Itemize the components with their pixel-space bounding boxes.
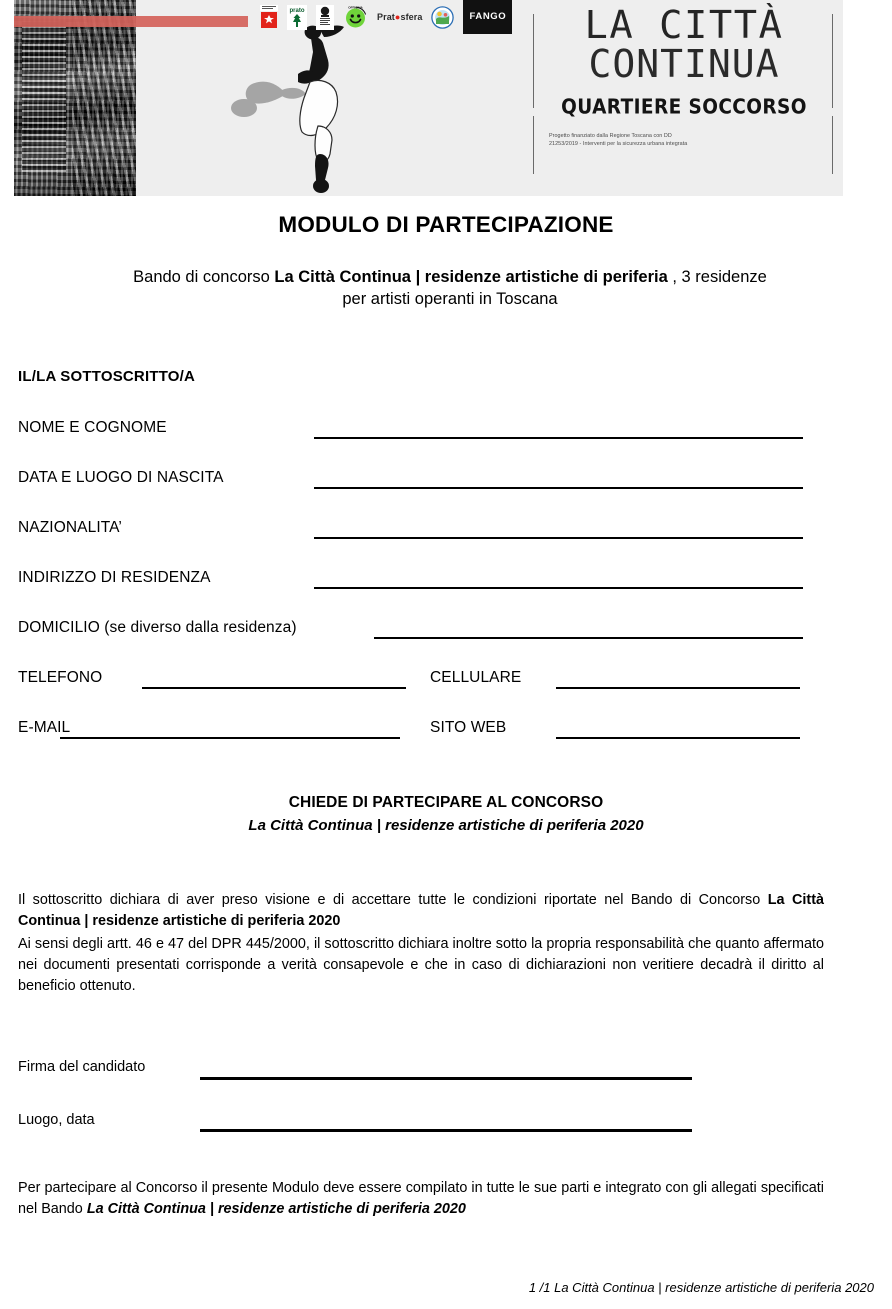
svg-text:OFFICINA: OFFICINA: [348, 4, 363, 9]
input-email[interactable]: [60, 737, 400, 739]
subtitle-prefix: Bando di concorso: [133, 268, 275, 286]
subtitle-bold: La Città Continua | residenze artistiche di periferia: [274, 268, 668, 286]
subtitle-suffix: , 3 residenze per artisti operanti in Toscana: [342, 268, 767, 309]
divider-left-bottom: [533, 116, 534, 174]
banner-fine-print-line-2: 21253/2019 - Interventi per la sicurezza urbana integrata: [549, 141, 688, 148]
banner-subtitle: QUARTIERE SOCCORSO: [561, 95, 807, 120]
closing-plain: Per partecipare al Concorso il presente Modulo deve essere compilato in tutte le sue parti e integrato con gli allegati specificati nel Bando: [18, 1180, 824, 1218]
label-email: E-MAIL: [18, 719, 71, 736]
input-domicilio[interactable]: [374, 637, 803, 639]
document-subtitle: [120, 266, 780, 311]
input-nazionalita[interactable]: [314, 537, 803, 539]
input-cellulare[interactable]: [556, 687, 800, 689]
banner-title-block: [533, 3, 833, 149]
dancer-silhouette-icon: [194, 22, 384, 196]
label-nome-e-cognome: NOME E COGNOME: [18, 419, 167, 436]
banner-fine-print: [549, 132, 819, 149]
page-footer: 1 /1 La Città Continua | residenze artistiche di periferia 2020: [528, 1280, 874, 1295]
associazione-logo: [431, 4, 454, 30]
input-indirizzo-di-residenza[interactable]: [314, 587, 803, 589]
input-data-e-luogo-di-nascita[interactable]: [314, 487, 803, 489]
section-label-sottoscritto: IL/LA SOTTOSCRITTO/A: [18, 368, 196, 385]
regione-toscana-logo: [260, 4, 278, 30]
pratosfera-logo: Prat ● sfera: [377, 12, 423, 22]
input-nome-e-cognome[interactable]: [314, 437, 803, 439]
svg-text:prato: prato: [289, 7, 305, 14]
page-title: MODULO DI PARTECIPAZIONE: [278, 212, 614, 237]
input-sito-web[interactable]: [556, 737, 800, 739]
label-data-e-luogo-di-nascita: DATA E LUOGO DI NASCITA: [18, 469, 224, 486]
fango-logo: FANGO: [463, 0, 512, 34]
closing-bold-italic: La Città Continua | residenze artistiche di periferia 2020: [86, 1201, 466, 1218]
label-nazionalita: NAZIONALITA’: [18, 519, 122, 536]
label-indirizzo-di-residenza: INDIRIZZO DI RESIDENZA: [18, 569, 211, 586]
partner-logos-strip: [260, 2, 512, 32]
red-accent-bar: [14, 16, 248, 27]
input-luogo-data[interactable]: [200, 1129, 692, 1132]
declaration-paragraph-1: [18, 890, 824, 932]
banner-fine-print-line-1: Progetto finanziato dalla Regione Toscana con DD: [549, 132, 672, 139]
banner-title-line-2: CONTINUA: [588, 41, 780, 86]
input-telefono[interactable]: [142, 687, 406, 689]
label-luogo-data: Luogo, data: [18, 1112, 95, 1128]
label-telefono: TELEFONO: [18, 669, 103, 686]
label-cellulare: CELLULARE: [430, 669, 522, 686]
comune-di-prato-logo: [287, 4, 307, 30]
label-sito-web: SITO WEB: [430, 719, 507, 736]
banner-building-photo: [14, 0, 136, 196]
label-domicilio: DOMICILIO (se diverso dalla residenza): [18, 619, 297, 636]
divider-left-top: [533, 14, 534, 108]
declaration-paragraph-2: Ai sensi degli artt. 46 e 47 del DPR 445/2000, il sottoscritto dichiara inoltre sotto la propria responsabilità che quanto affermato nei documenti presentati corrisponde a verità consapevole e che in caso di dichiarazioni non veritiere decadrà il diritto al beneficio ottenuto.: [18, 936, 824, 995]
declaration-plain-1: Il sottoscritto dichiara di aver preso visione e di accettare tutte le condizioni riportate nel Bando di Concorso: [18, 892, 768, 908]
label-firma-del-candidato: Firma del candidato: [18, 1059, 146, 1075]
input-firma-del-candidato[interactable]: [200, 1077, 692, 1080]
banner-title-line-1: LA CITTÀ: [584, 3, 784, 47]
officina-giovani-logo: [343, 4, 368, 30]
request-subheading: La Città Continua | residenze artistiche di periferia 2020: [248, 817, 644, 834]
keep-logo: [316, 4, 334, 30]
request-heading: CHIEDE DI PARTECIPARE AL CONCORSO: [288, 794, 604, 811]
header-banner: [14, 0, 843, 196]
closing-paragraph: [18, 1178, 824, 1220]
divider-right-top: [832, 14, 833, 108]
declaration-bold-1: La Città Continua | residenze artistiche di periferia 2020: [18, 892, 824, 930]
divider-right-bottom: [832, 116, 833, 174]
